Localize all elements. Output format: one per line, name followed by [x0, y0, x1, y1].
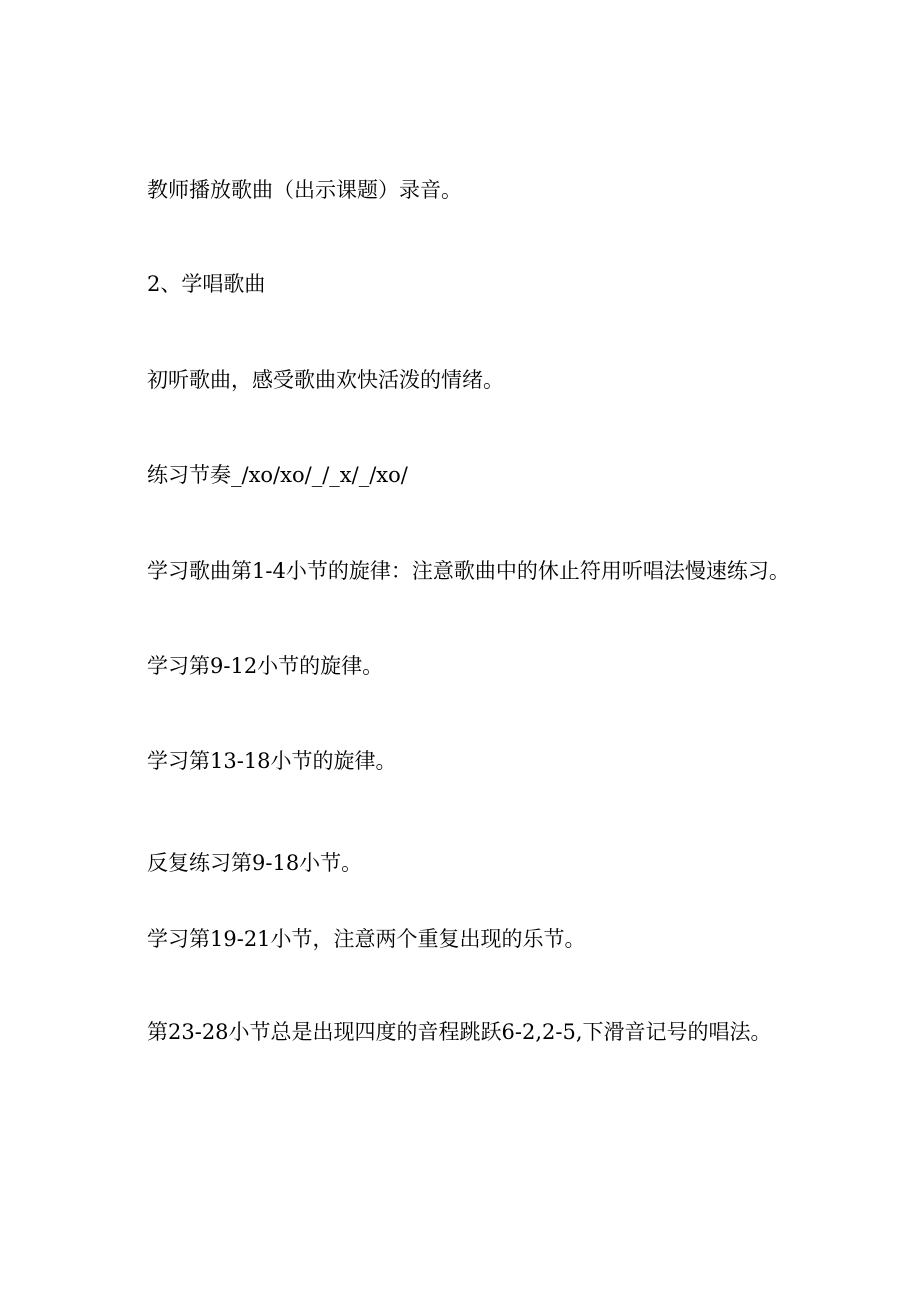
paragraph-repeat-9-18: 反复练习第9-18小节。	[147, 851, 363, 875]
paragraph-rhythm-practice: 练习节奏_/xo/xo/_/_x/_/xo/	[147, 463, 408, 487]
paragraph-bars-9-12: 学习第9-12小节的旋律。	[147, 654, 384, 678]
paragraph-bars-13-18: 学习第13-18小节的旋律。	[147, 749, 397, 773]
paragraph-bars-23-28: 第23-28小节总是出现四度的音程跳跃6-2,2-5,下滑音记号的唱法。	[147, 1020, 772, 1044]
paragraph-first-listen: 初听歌曲，感受歌曲欢快活泼的情绪。	[147, 368, 504, 392]
paragraph-play-song: 教师播放歌曲（出示课题）录音。	[147, 178, 462, 202]
paragraph-bars-1-4: 学习歌曲第1-4小节的旋律：注意歌曲中的休止符用听唱法慢速练习。	[147, 559, 790, 583]
section-heading-learn-song: 2、学唱歌曲	[147, 272, 266, 296]
paragraph-bars-19-21: 学习第19-21小节，注意两个重复出现的乐节。	[147, 927, 586, 951]
